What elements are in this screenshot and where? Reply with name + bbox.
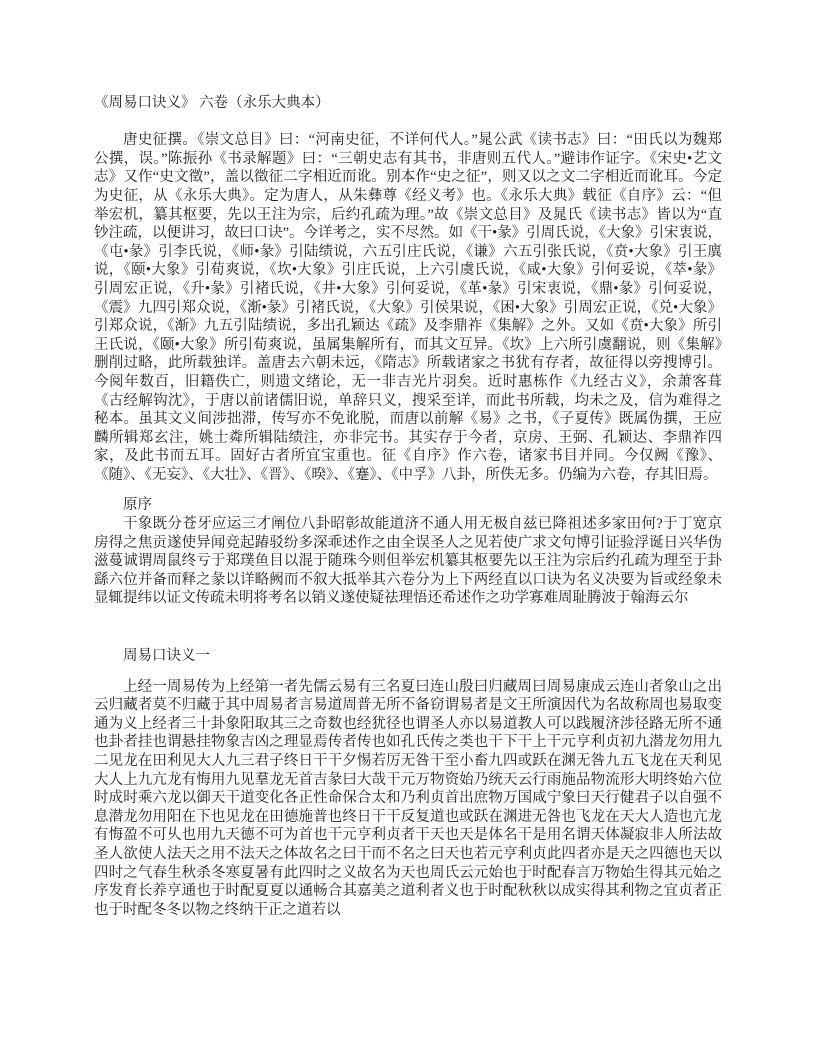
chapter-heading: 周易口诀义一 — [123, 648, 210, 665]
document-title: 《周易口诀义》 六卷（永乐大典本） — [94, 95, 330, 111]
chapter-paragraph: 上经一周易传为上经第一者先儒云易有三名夏曰连山殷曰归藏周曰周易康成云连山者象山之出云归藏者莫不归藏于其中周易者言易道周普无所不备窃谓易者是文王所演因代为名故称周也易取变通为义上经者三十卦象阳取其三之奇数也经犹径也谓圣人亦以易道教人可以践履济涉径路无所不通也卦者挂也谓悬挂物象吉凶之理显焉传者传也如孔氏传之类也干下干上干元亨利贞初九潜龙勿用九二见龙在田利见大人九三君子终日干干夕惕若厉无咎干至小畜九四或跃在渊无咎九五飞龙在天利见大人上九亢龙有悔用九见羣龙无首吉彖曰大哉干元万物资始乃统天云行雨施品物流形大明终始六位时成时乘六龙以御天干道变化各正性命保合太和乃利贞首出庶物万国咸宁象曰天行健君子以自强不息潜龙勿用阳在下也见龙在田德施普也终日干干反复道也或跃在渊进无咎也飞龙在天大人造也亢龙有悔盈不可乆也用九天德不可为首也干元亨利贞者干天也天是体名干是用名谓天体凝寂非人所法故圣人欲使人法天之用不法天之体故名之曰干而不名之曰天也若元亨利贞此四者亦是天之四德也天以四时之气春生秋杀冬寒夏暑有此四时之义故名为天也周氏云元始也于时配春言万物始生得其元始之序发育长养亨通也于时配夏夏以通畅合其嘉美之道利者义也于时配秋秋以成实得其利物之宜贞者正也于时配冬冬以物之终纳干正之道若以 — [94, 678, 722, 918]
front-matter-paragraph: 唐史征撰。《崇文总目》曰：“河南史征，不详何代人。”晁公武《读书志》曰：“田氏以为魏郑公撰，误。”陈振孙《书录解题》曰：“三朝史志有其书，非唐则五代人。”避讳作证字。《宋史•艺文志》又作“史文徵”，盖以徵征二字相近而讹。别本作“史之征”，则又以之文二字相近而讹耳。今定为史征，从《永乐大典》。定为唐人，从朱彝尊《经义考》也。《永乐大典》载征《自序》云：“但举宏机，纂其枢要，先以王注为宗，后约孔疏为理。”故《崇文总目》及晁氏《读书志》皆以为“直钞注疏，以便讲习，故曰口诀”。今详考之，实不尽然。如《干•彖》引周氏说，《大象》引宋衷说，《屯•彖》引李氏说，《师•彖》引陆绩说，六五引庄氏说，《谦》六五引张氏说，《贲•大象》引王廙说，《颐•大象》引荀爽说，《坎•大象》引庄氏说，上六引虞氏说，《咸•大象》引何妥说，《萃•彖》引周宏正说，《升•彖》引褚氏说，《井•大象》引何妥说，《革•彖》引宋衷说，《鼎•彖》引何妥说，《震》九四引郑众说，《渐•彖》引褚氏说，《大象》引侯果说，《困•大象》引周宏正说，《兑•大象》引郑众说，《渐》九五引陆绩说，多出孔颖达《疏》及李鼎祚《集解》之外。又如《贲•大象》所引王氏说，《颐•大象》所引荀爽说，虽属集解所有，而其文互异。《坎》上六所引虞翻说，则《集解》删削过略，此所载独详。盖唐去六朝未远，《隋志》所载诸家之书犹有存者，故征得以旁搜博引。今阅年数百，旧籍佚亡，则遗文绪论，无一非吉光片羽矣。近时惠栋作《九经古义》，余萧客葺《古经解钩沈》，于唐以前诸儒旧说，单辞只义，搜采至详，而此书所载，均未之及，信为难得之秘本。虽其文义间涉拙滞，传写亦不免讹脱，而唐以前解《易》之书，《子夏传》既属伪撰，王应麟所辑郑玄注，姚士粦所辑陆绩注，亦非完书。其实存于今者，京房、王弼、孔颖达、李鼎祚四家，及此书而五耳。固好古者所宜宝重也。征《自序》作六卷，诸家书目并同。今仅阙《豫》、《随》、《无妄》、《大壮》、《晋》、《暌》、《蹇》、《中孚》八卦，所佚无多。仍编为六卷，存其旧焉。 — [94, 132, 722, 483]
preface-heading: 原序 — [123, 497, 152, 514]
preface-paragraph: 干象既分苍牙应运三才阐位八卦昭彰故能道济不通人用无极自兹已降祖述多家田何?于丁宽京房得之焦贡遂使异闻竞起踳驳纷多深乖述作之由全误圣人之见若使广求文句博引证验浮诞日兴华伪滋蔓诚谓周鼠终亏于郑璞鱼目以混于随珠今则但举宏机纂其枢要先以王注为宗后约孔疏为理至于卦繇六位并备而释之彖以详略阙而不叙大抵举其六卷分为上下两经直以口诀为名义决要为旨或经象未显辄提纬以证文传疏未明将考名以销义遂使疑祛理悟还希述作之功学寡难周耻腾波于翰海云尔 — [94, 516, 722, 607]
